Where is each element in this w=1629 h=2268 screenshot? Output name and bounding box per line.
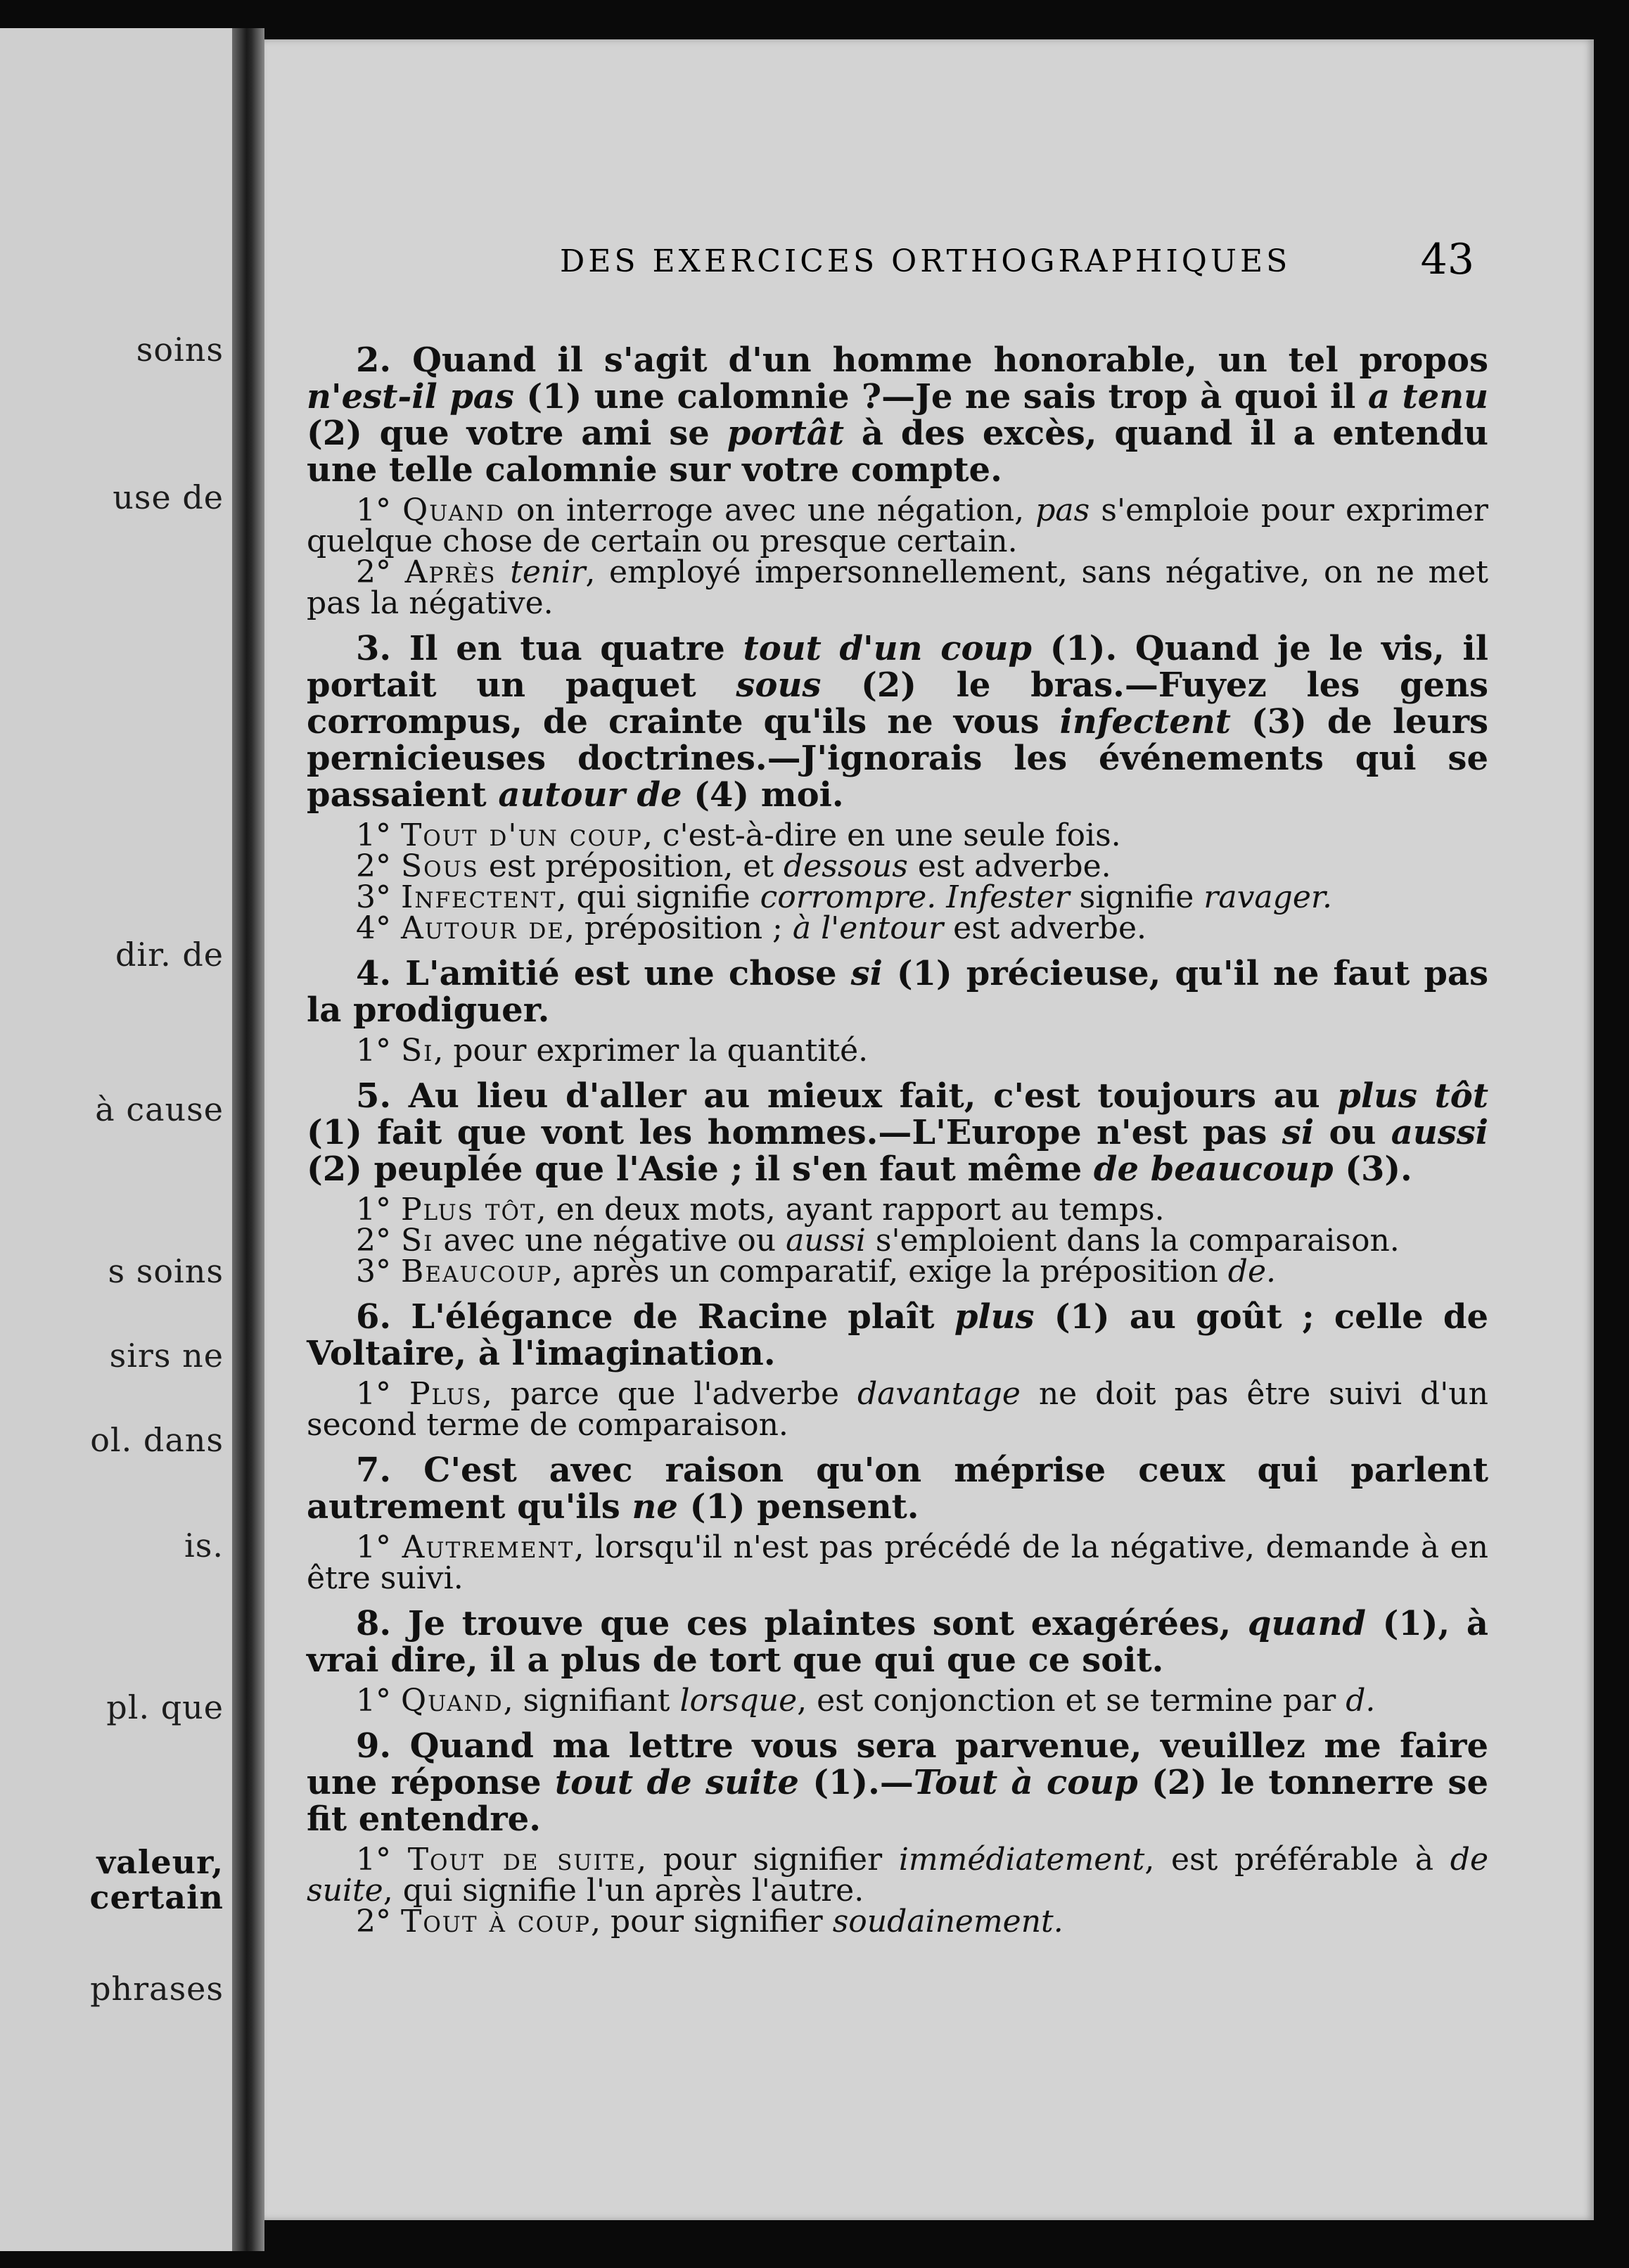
note: 1° Si, pour exprimer la quantité. [356,1033,869,1069]
note: 2° Si avec une négative ou aussi s'emploient dans la comparaison. [356,1223,1400,1259]
facing-page-text: sirs ne [109,1337,224,1375]
facing-page-text: use de [113,478,224,516]
facing-page-text: pl. que [106,1688,224,1726]
page-number: 43 [1420,235,1474,284]
exercise-5: 5. Au lieu d'aller au mieux fait, c'est toujours au plus tôt (1) fait que vont les hommes.—L'Europe n'est pas si ou aussi (2) peuplée que l'Asie ; il s'en faut même de beaucoup (3). [307,1076,1489,1189]
note: 1° Plus tôt, en deux mots, ayant rapport au temps. [356,1192,1165,1228]
facing-page-text: valeur, [96,1843,224,1881]
page-body [307,342,1488,1949]
note: 2° Tout à coup, pour signifier soudainement. [356,1904,1063,1939]
note: 3° Infectent, qui signifie corrompre. Infester signifie ravager. [356,879,1333,915]
note: 1° Quand on interroge avec une négation, pas s'emploie pour exprimer quelque chose de certain ou presque certain. [307,492,1488,559]
note: 4° Autour de, préposition ; à l'entour est adverbe. [356,910,1146,946]
facing-page-text: is. [184,1527,224,1565]
book-gutter [232,28,264,2251]
note: 1° Plus, parce que l'adverbe davantage ne doit pas être suivi d'un second terme de comparaison. [307,1376,1488,1443]
exercise-9: 9. Quand ma lettre vous sera parvenue, veuillez me faire une réponse tout de suite (1).—Tout à coup (2) le tonnerre se fit entendre. [307,1726,1488,1839]
note: 1° Tout de suite, pour signifier immédiatement, est préférable à de suite, qui signifie l'un après l'autre. [307,1842,1488,1909]
exercise-4: 4. L'amitié est une chose si (1) précieuse, qu'il ne faut pas la prodiguer. [307,954,1489,1030]
note: 1° Quand, signifiant lorsque, est conjonction et se termine par d. [356,1683,1376,1719]
running-title: DES EXERCICES ORTHOGRAPHIQUES [560,243,1291,279]
facing-page-text: certain [89,1878,224,1916]
note: 1° Autrement, lorsqu'il n'est pas précédé de la négative, demande à en être suivi. [307,1529,1488,1596]
exercise-2: 2. Quand il s'agit d'un homme honorable, un tel propos n'est-il pas (1) une calomnie ?—Je ne sais trop à quoi il a tenu (2) que votre ami se portât à des excès, quand il a entendu une telle calomnie sur votre compte. [307,340,1488,490]
facing-page-text: à cause [95,1090,224,1128]
note: 1° Tout d'un coup, c'est-à-dire en une seule fois. [356,817,1121,853]
exercise-8: 8. Je trouve que ces plaintes sont exagérées, quand (1), à vrai dire, il a plus de tort que qui que ce soit. [307,1604,1488,1680]
exercise-3: 3. Il en tua quatre tout d'un coup (1). Quand je le vis, il portait un paquet sous (2) le bras.—Fuyez les gens corrompus, de crainte qu'ils ne vous infectent (3) de leurs pernicieuses doctrines.—J'ignorais les événements qui se passaient autour de (4) moi. [307,629,1489,815]
facing-page-text: soins [136,331,224,369]
exercise-7: 7. C'est avec raison qu'on méprise ceux qui parlent autrement qu'ils ne (1) pensent. [307,1451,1488,1527]
facing-page-text: ol. dans [90,1421,224,1459]
note: 3° Beaucoup, après un comparatif, exige la préposition de. [356,1254,1276,1289]
exercise-6: 6. L'élégance de Racine plaît plus (1) au goût ; celle de Voltaire, à l'imagination. [307,1297,1489,1373]
facing-page-text: phrases [90,1970,224,2008]
note: 2° Après tenir, employé impersonnellement, sans négative, on ne met pas la négative. [307,554,1488,621]
note: 2° Sous est préposition, et dessous est adverbe. [356,848,1111,884]
facing-page-text: dir. de [115,936,224,974]
facing-page-fragment [0,28,232,2251]
facing-page-text: s soins [108,1252,224,1290]
running-header [560,229,1488,286]
book-page [264,39,1594,2220]
